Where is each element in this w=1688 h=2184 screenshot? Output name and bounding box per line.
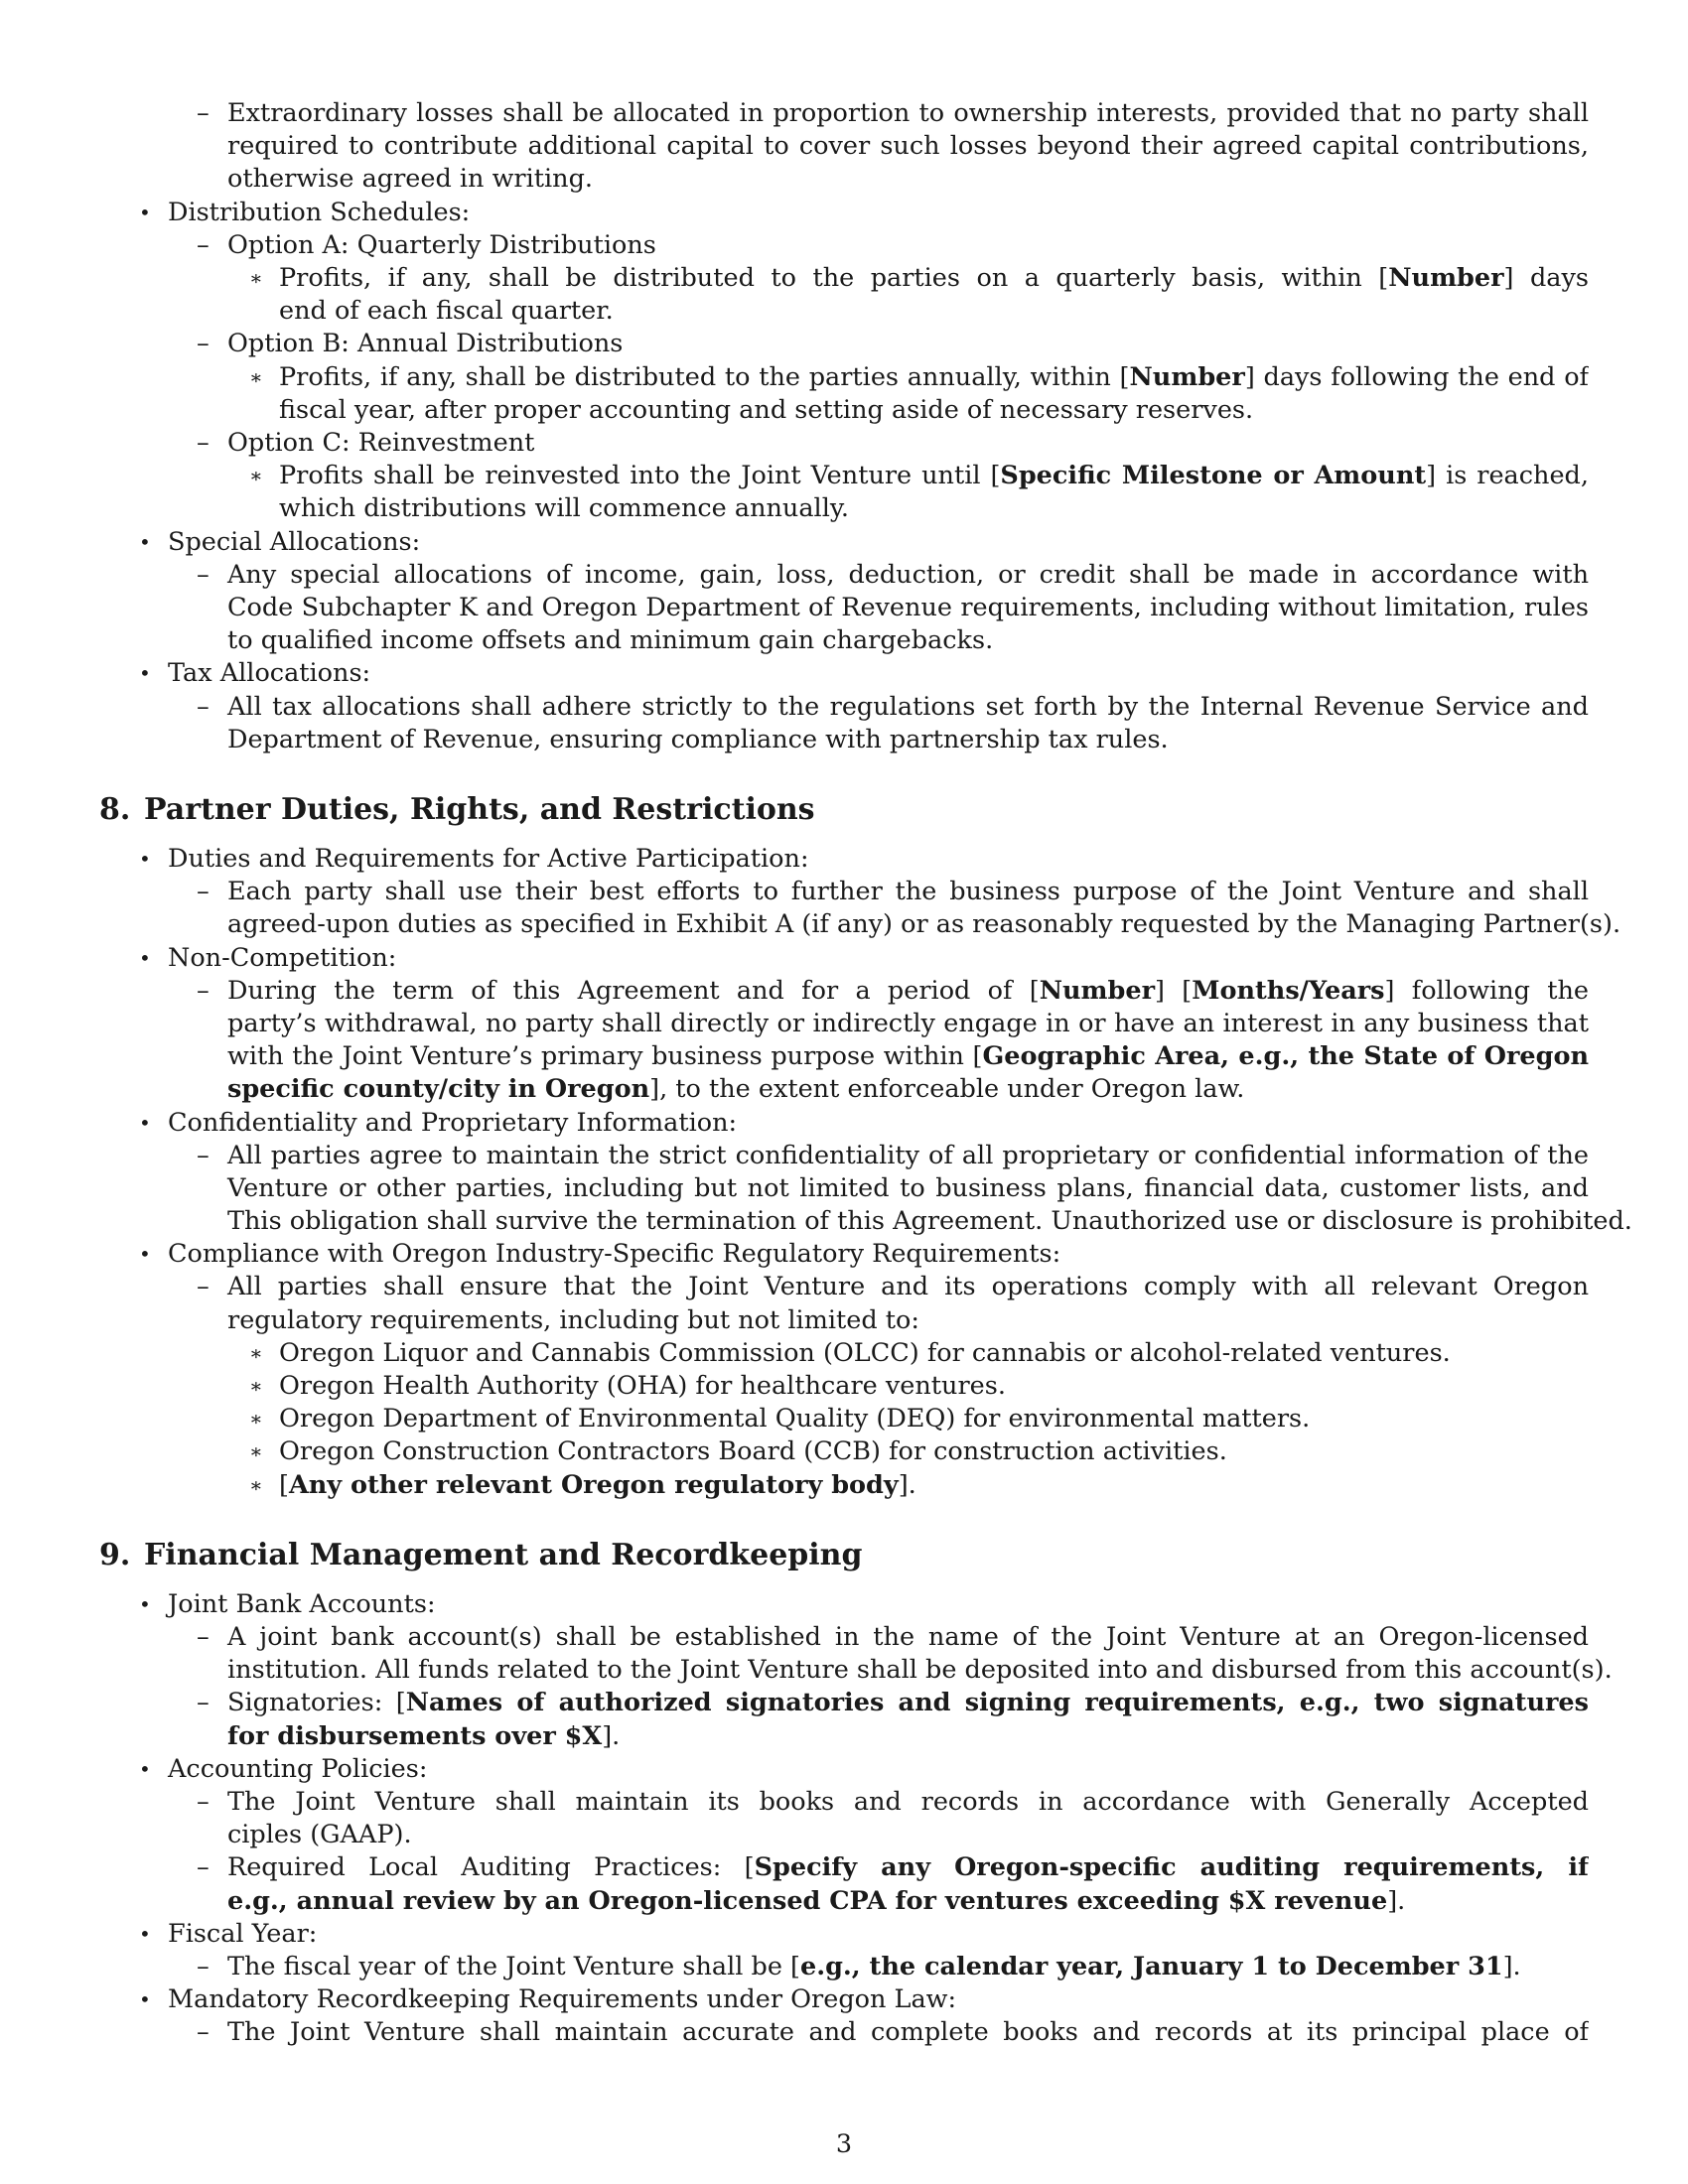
list-item-gaap	[99, 1786, 1589, 1819]
text-span: ] days following the end of	[1244, 361, 1589, 392]
text-span: party’s withdrawal, no party shall directly or indirectly engage in or have an interest in any business that	[227, 1008, 1589, 1038]
text-span: ] following the	[1384, 975, 1589, 1006]
text-line	[99, 130, 1589, 163]
text-line	[99, 1885, 1589, 1918]
list-item-tax-allocations	[99, 657, 1589, 690]
text-line	[99, 1040, 1589, 1073]
text-span: institution. All funds related to the Joint Venture shall be deposited into and disbursed from this account(s).	[227, 1655, 1613, 1686]
star-marker: ∗	[249, 1407, 263, 1432]
text-line	[99, 1654, 1613, 1687]
list-item-option-c-text	[99, 460, 1589, 492]
placeholder-text: specific county/city in Oregon	[227, 1074, 650, 1105]
section-title: Financial Management and Recordkeeping	[144, 1537, 863, 1572]
dash-marker: –	[197, 1787, 210, 1818]
item-label: Special Allocations:	[168, 526, 421, 557]
placeholder-text: Number	[1388, 262, 1504, 293]
list-item-noncomp-text	[99, 975, 1589, 1008]
list-item-bank-accounts	[99, 1588, 1589, 1621]
list-item-option-c	[99, 427, 1589, 460]
text-span: This obligation shall survive the termination of this Agreement. Unauthorized use or disclosure is prohibited.	[227, 1206, 1632, 1237]
bullet-marker: •	[139, 1242, 151, 1267]
list-item-ccb	[99, 1435, 1589, 1468]
dash-marker: –	[197, 1140, 210, 1170]
star-marker: ∗	[249, 1439, 263, 1464]
item-label: Tax Allocations:	[168, 658, 371, 689]
section-number: 8.	[99, 791, 131, 827]
star-marker: ∗	[249, 464, 263, 488]
text-span: ].	[1502, 1952, 1521, 1982]
list-item-recordkeeping	[99, 1983, 1589, 2016]
list-item-auditing	[99, 1851, 1589, 1884]
text-span: Oregon Health Authority (OHA) for healthcare ventures.	[279, 1371, 1006, 1402]
list-item-signatories	[99, 1687, 1589, 1719]
text-span: ].	[898, 1469, 916, 1500]
list-item-special-text	[99, 559, 1589, 592]
bullet-marker: •	[139, 661, 151, 686]
text-span: During the term of this Agreement and for a period of [	[227, 975, 1040, 1006]
text-span: The Joint Venture shall maintain its books and records in accordance with Generally Accepted	[227, 1787, 1589, 1818]
bullet-marker: •	[139, 1591, 151, 1616]
text-span: otherwise agreed in writing.	[227, 164, 594, 195]
list-item-conf-text	[99, 1140, 1589, 1172]
list-item-tax-text	[99, 691, 1589, 724]
list-item-accounting-policies	[99, 1753, 1589, 1786]
item-label: Duties and Requirements for Active Participation:	[168, 843, 809, 874]
text-span: Venture or other parties, including but not limited to business plans, financial data, customer lists, and	[227, 1172, 1589, 1203]
placeholder-text: for disbursements over $X	[227, 1720, 603, 1751]
list-item-bank-text	[99, 1621, 1589, 1654]
list-item-fiscal-year	[99, 1918, 1589, 1951]
placeholder-text: e.g., annual review by an Oregon-licensed CPA for ventures exceeding $X revenue	[227, 1885, 1388, 1916]
text-span: Profits shall be reinvested into the Joint Venture until [	[279, 461, 1001, 491]
text-line	[99, 1172, 1589, 1205]
dash-marker: –	[197, 1622, 210, 1653]
list-item-option-b	[99, 328, 1589, 360]
list-item-compliance-text	[99, 1271, 1589, 1303]
text-line	[99, 724, 1589, 756]
dash-marker: –	[197, 877, 210, 907]
bullet-marker: •	[139, 945, 151, 970]
list-item-other-body	[99, 1469, 1589, 1502]
list-item-option-a-text	[99, 262, 1589, 295]
text-span: A joint bank account(s) shall be established in the name of the Joint Venture at an Oregon-licensed	[227, 1622, 1589, 1653]
list-item-oha	[99, 1370, 1589, 1403]
item-label: Option B: Annual Distributions	[227, 329, 624, 359]
list-item-records-text	[99, 2016, 1589, 2049]
text-span: Signatories: [	[227, 1688, 406, 1718]
bullet-marker: •	[139, 1921, 151, 1946]
page-number: 3	[835, 2129, 853, 2159]
star-marker: ∗	[249, 364, 263, 389]
dash-marker: –	[197, 1952, 210, 1982]
item-label: Mandatory Recordkeeping Requirements under Oregon Law:	[168, 1984, 957, 2015]
bullet-marker: •	[139, 1110, 151, 1135]
text-span: ] [	[1155, 975, 1193, 1006]
bullet-marker: •	[139, 1756, 151, 1781]
star-marker: ∗	[249, 265, 263, 290]
text-span: [	[279, 1469, 289, 1500]
section-title: Partner Duties, Rights, and Restrictions	[144, 791, 815, 827]
dash-marker: –	[197, 691, 210, 722]
item-label: Compliance with Oregon Industry-Specific Regulatory Requirements:	[168, 1239, 1061, 1270]
text-span: Any special allocations of income, gain, loss, deduction, or credit shall be made in accordance with	[227, 559, 1589, 590]
text-line	[99, 1205, 1632, 1238]
text-span: Department of Revenue, ensuring compliance with partnership tax rules.	[227, 724, 1169, 754]
text-line	[99, 492, 1589, 525]
text-span: required to contribute additional capital to cover such losses beyond their agreed capital contributions,	[227, 131, 1589, 162]
text-line: Extraordinary losses shall be allocated in proportion to ownership interests, provided that no party shall	[227, 98, 1589, 128]
dash-marker: –	[197, 2017, 210, 2048]
text-span: with the Joint Venture’s primary business purpose within [	[227, 1041, 983, 1072]
list-item-extraordinary-losses	[99, 97, 1589, 130]
placeholder-text: Number	[1039, 975, 1156, 1006]
text-span: Required Local Auditing Practices: [	[227, 1852, 755, 1883]
dash-marker: –	[197, 229, 210, 260]
list-item-option-a	[99, 229, 1589, 262]
bullet-marker: •	[139, 200, 151, 224]
list-item-deq	[99, 1403, 1589, 1435]
text-span: ].	[602, 1720, 621, 1751]
text-span: All parties agree to maintain the strict confidentiality of all proprietary or confidential information of the	[227, 1140, 1589, 1170]
section-heading-9	[99, 1536, 1589, 1575]
text-span: Code Subchapter K and Oregon Department of Revenue requirements, including without limitation, rules	[227, 592, 1589, 622]
text-span: Oregon Department of Environmental Quality (DEQ) for environmental matters.	[279, 1404, 1311, 1434]
text-span: Oregon Construction Contractors Board (CCB) for construction activities.	[279, 1436, 1227, 1467]
text-span: ] is reached,	[1426, 461, 1589, 491]
item-label: Joint Bank Accounts:	[168, 1588, 436, 1619]
list-item-duties	[99, 843, 1589, 876]
item-label: Confidentiality and Proprietary Information:	[168, 1107, 738, 1138]
text-span: to qualified income offsets and minimum gain chargebacks.	[227, 625, 994, 656]
text-span: Oregon Liquor and Cannabis Commission (OLCC) for cannabis or alcohol-related ventures.	[279, 1337, 1451, 1368]
bullet-marker: •	[139, 846, 151, 871]
placeholder-text: Specify any Oregon-specific auditing requirements, if	[754, 1852, 1589, 1883]
item-label: Option C: Reinvestment	[227, 427, 535, 458]
section-heading-8	[99, 790, 1589, 830]
item-label: Distribution Schedules:	[168, 197, 471, 227]
text-span: Profits, if any, shall be distributed to the parties annually, within [	[279, 361, 1130, 392]
item-label: Non-Competition:	[168, 942, 397, 973]
text-span: fiscal year, after proper accounting and setting aside of necessary reserves.	[279, 394, 1254, 425]
text-span: ciples (GAAP).	[227, 1820, 412, 1850]
text-span: which distributions will commence annually.	[279, 493, 849, 524]
list-item-non-competition	[99, 942, 1589, 975]
text-line	[99, 1720, 1589, 1753]
list-item-option-b-text	[99, 361, 1589, 394]
text-line	[99, 394, 1589, 427]
text-span: ] days	[1503, 262, 1589, 293]
list-item-confidentiality	[99, 1107, 1589, 1140]
placeholder-text: Specific Milestone or Amount	[1000, 461, 1427, 491]
text-span: All parties shall ensure that the Joint Venture and its operations comply with all relevant Oregon	[227, 1272, 1589, 1302]
text-line	[99, 592, 1589, 624]
placeholder-text: Geographic Area, e.g., the State of Oregon	[982, 1041, 1589, 1072]
dash-marker: –	[197, 427, 210, 458]
star-marker: ∗	[249, 1374, 263, 1399]
text-line	[99, 163, 1589, 196]
list-item-compliance	[99, 1238, 1589, 1271]
text-line	[99, 1819, 1589, 1851]
text-span: The Joint Venture shall maintain accurate and complete books and records at its principal place of	[227, 2017, 1589, 2048]
text-span: end of each fiscal quarter.	[279, 296, 614, 327]
star-marker: ∗	[249, 1340, 263, 1365]
text-span: regulatory requirements, including but not limited to:	[227, 1304, 919, 1335]
dash-marker: –	[197, 329, 210, 359]
bullet-marker: •	[139, 529, 151, 554]
dash-marker: –	[197, 98, 210, 128]
list-item-special-allocations	[99, 526, 1589, 559]
item-label: Option A: Quarterly Distributions	[227, 229, 656, 260]
list-item-duties-text	[99, 876, 1589, 908]
placeholder-text: Number	[1129, 361, 1245, 392]
list-item-distribution-schedules	[99, 197, 1589, 229]
placeholder-text: Months/Years	[1192, 975, 1385, 1006]
dash-marker: –	[197, 1272, 210, 1302]
list-item-fiscal-text	[99, 1951, 1589, 1983]
text-span: The fiscal year of the Joint Venture shall be [	[227, 1952, 800, 1982]
text-line	[99, 295, 1589, 328]
dash-marker: –	[197, 1852, 210, 1883]
list-item-olcc	[99, 1337, 1589, 1370]
text-span: agreed-upon duties as specified in Exhibit A (if any) or as reasonably requested by the Managing Partner(s).	[227, 909, 1621, 940]
text-line	[99, 624, 1589, 657]
section-number: 9.	[99, 1537, 131, 1572]
star-marker: ∗	[249, 1472, 263, 1497]
bullet-marker: •	[139, 1987, 151, 2012]
text-span: All tax allocations shall adhere strictly to the regulations set forth by the Internal Revenue Service and	[227, 691, 1589, 722]
item-label: Fiscal Year:	[168, 1918, 318, 1949]
placeholder-text: Any other relevant Oregon regulatory body	[288, 1469, 899, 1500]
dash-marker: –	[197, 1688, 210, 1718]
text-line	[99, 1008, 1589, 1040]
page-content	[99, 97, 1632, 2050]
placeholder-text: e.g., the calendar year, January 1 to December 31	[799, 1952, 1503, 1982]
text-span: ], to the extent enforceable under Oregon law.	[649, 1074, 1245, 1105]
placeholder-text: Names of authorized signatories and signing requirements, e.g., two signatures	[405, 1688, 1589, 1718]
text-line	[99, 908, 1621, 941]
text-line	[99, 1304, 1589, 1337]
dash-marker: –	[197, 975, 210, 1006]
text-span: Each party shall use their best efforts to further the business purpose of the Joint Venture and shall	[227, 877, 1589, 907]
text-span: Profits, if any, shall be distributed to the parties on a quarterly basis, within [	[279, 262, 1389, 293]
text-span: ].	[1387, 1885, 1406, 1916]
dash-marker: –	[197, 559, 210, 590]
text-line	[99, 1073, 1589, 1106]
item-label: Accounting Policies:	[168, 1753, 428, 1784]
